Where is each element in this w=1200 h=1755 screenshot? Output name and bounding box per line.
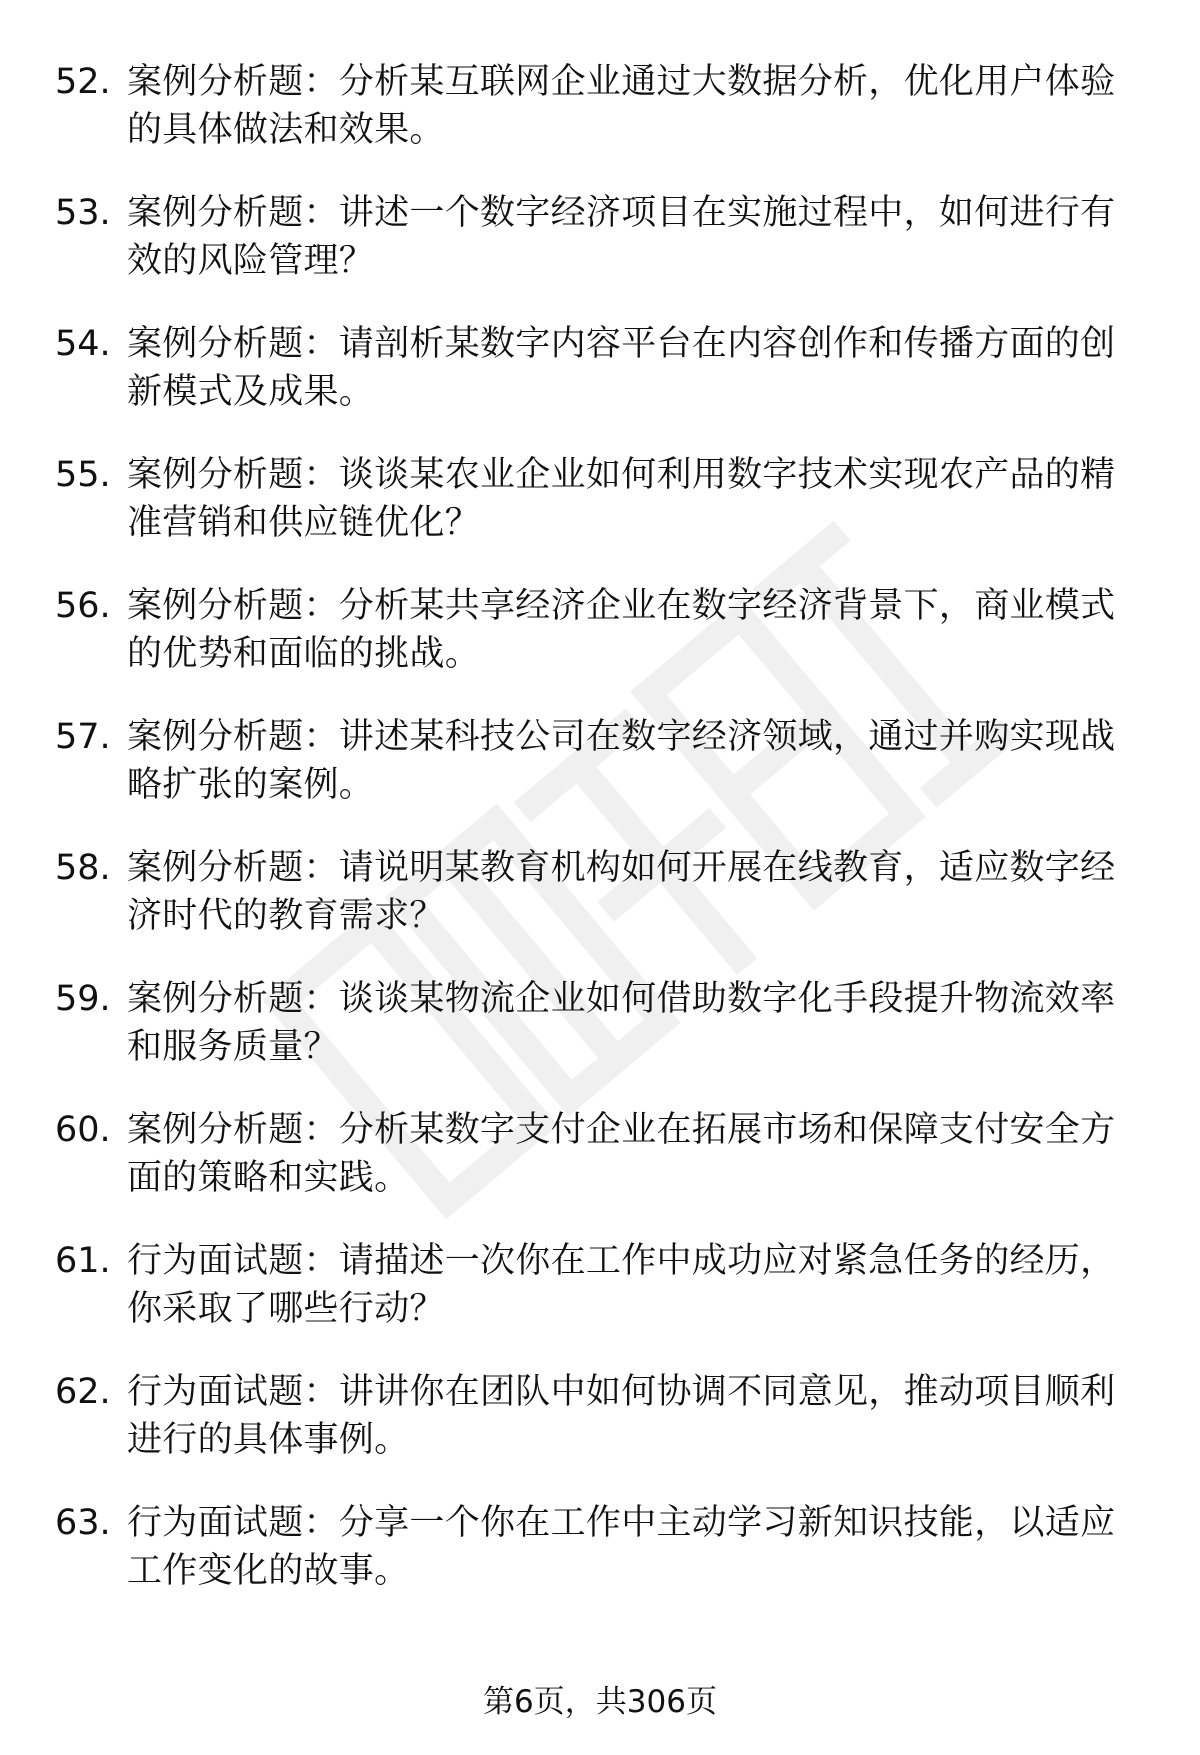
question-number: 54. [55,324,111,364]
question-text: 案例分析题：谈谈某物流企业如何借助数字化手段提升物流效率和服务质量？ [127,979,1116,1067]
question-text: 行为面试题：请描述一次你在工作中成功应对紧急任务的经历，你采取了哪些行动？ [127,1241,1116,1329]
list-item [0,320,1200,451]
question-number: 52. [55,62,111,102]
question-text: 案例分析题：谈谈某农业企业如何利用数字技术实现农产品的精准营销和供应链优化？ [127,455,1116,543]
list-item [0,189,1200,320]
page-number: 第6页，共306页 [483,1684,717,1720]
question-number: 56. [55,586,111,626]
list-item [0,713,1200,844]
question-list [0,58,1200,1630]
list-item [0,451,1200,582]
question-text: 行为面试题：讲讲你在团队中如何协调不同意见，推动项目顺利进行的具体事例。 [127,1372,1116,1460]
question-number: 62. [55,1372,111,1412]
question-number: 63. [55,1503,111,1543]
question-number: 59. [55,979,111,1019]
question-text: 案例分析题：分析某共享经济企业在数字经济背景下，商业模式的优势和面临的挑战。 [127,586,1116,674]
question-text: 案例分析题：分析某数字支付企业在拓展市场和保障支付安全方面的策略和实践。 [127,1110,1116,1198]
question-number: 61. [55,1241,111,1281]
question-number: 60. [55,1110,111,1150]
list-item [0,844,1200,975]
question-text: 案例分析题：讲述一个数字经济项目在实施过程中，如何进行有效的风险管理？ [127,193,1116,281]
question-number: 55. [55,455,111,495]
list-item [0,1106,1200,1237]
list-item [0,1368,1200,1499]
question-text: 案例分析题：请说明某教育机构如何开展在线教育，适应数字经济时代的教育需求？ [127,848,1116,936]
question-number: 58. [55,848,111,888]
list-item [0,58,1200,189]
list-item [0,582,1200,713]
question-number: 57. [55,717,111,757]
question-text: 案例分析题：分析某互联网企业通过大数据分析，优化用户体验的具体做法和效果。 [127,62,1116,150]
list-item [0,975,1200,1106]
list-item [0,1499,1200,1630]
question-number: 53. [55,193,111,233]
list-item [0,1237,1200,1368]
question-text: 案例分析题：讲述某科技公司在数字经济领域，通过并购实现战略扩张的案例。 [127,717,1116,805]
question-text: 案例分析题：请剖析某数字内容平台在内容创作和传播方面的创新模式及成果。 [127,324,1116,412]
question-text: 行为面试题：分享一个你在工作中主动学习新知识技能，以适应工作变化的故事。 [127,1503,1116,1591]
